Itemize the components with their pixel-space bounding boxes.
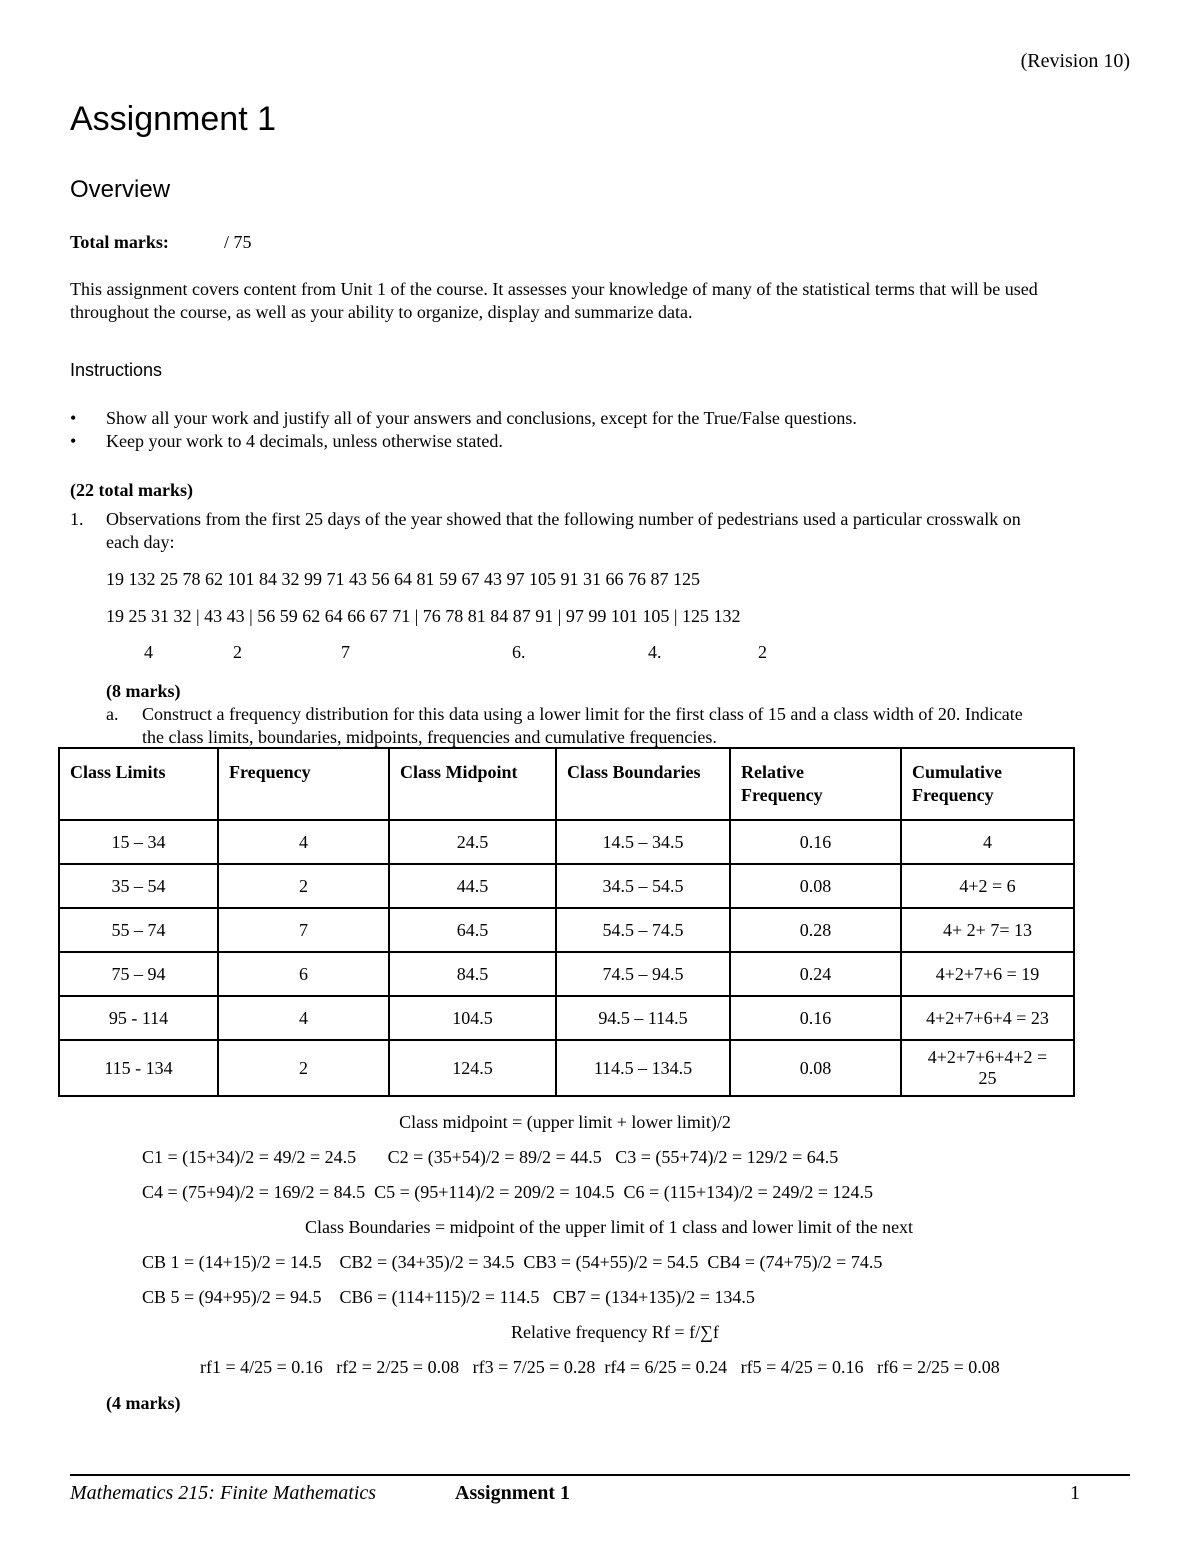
table-cell: 24.5	[389, 820, 556, 864]
instructions-heading: Instructions	[70, 360, 163, 380]
table-cell: 0.28	[730, 908, 901, 952]
column-header: Class Midpoint	[389, 748, 556, 820]
question-number: 1.	[70, 509, 84, 529]
table-cell: 4	[218, 996, 389, 1040]
boundary-calculations-line1: CB 1 = (14+15)/2 = 14.5 CB2 = (34+35)/2 = 34.5 CB3 = (54+55)/2 = 54.5 CB4 = (74+75)/2 = 74.5	[142, 1252, 883, 1272]
table-cell: 115 - 134	[59, 1040, 218, 1096]
page-title: Assignment 1	[70, 100, 276, 138]
table-cell: 14.5 – 34.5	[556, 820, 730, 864]
table-cell: 0.08	[730, 864, 901, 908]
intro-text-line1: This assignment covers content from Unit 1 of the course. It assesses your knowledge of many of the statistical terms that will be used	[70, 279, 1038, 299]
group-count: 2	[758, 642, 767, 662]
table-cell: 7	[218, 908, 389, 952]
bullet-icon: •	[70, 431, 77, 451]
table-cell: 34.5 – 54.5	[556, 864, 730, 908]
table-cell: 4+2+7+6 = 19	[901, 952, 1074, 996]
table-row	[59, 820, 1074, 864]
boundary-formula-heading: Class Boundaries = midpoint of the upper limit of 1 class and lower limit of the next	[305, 1217, 914, 1237]
table-cell: 4	[901, 820, 1074, 864]
table-cell: 4+2+7+6+4 = 23	[901, 996, 1074, 1040]
table-cell: 75 – 94	[59, 952, 218, 996]
table-cell: 95 - 114	[59, 996, 218, 1040]
table-cell: 6	[218, 952, 389, 996]
footer-divider	[70, 1474, 1130, 1476]
table-cell: 0.16	[730, 820, 901, 864]
table-cell: 114.5 – 134.5	[556, 1040, 730, 1096]
part-a-text-line2: the class limits, boundaries, midpoints, frequencies and cumulative frequencies.	[142, 727, 717, 747]
table-cell: 4+2 = 6	[901, 864, 1074, 908]
column-header: Frequency	[218, 748, 389, 820]
overview-heading: Overview	[70, 176, 171, 203]
part-label: a.	[106, 704, 119, 724]
table-cell: 4+ 2+ 7= 13	[901, 908, 1074, 952]
page-number: 1	[1070, 1482, 1080, 1504]
relative-frequency-calculations: rf1 = 4/25 = 0.16 rf2 = 2/25 = 0.08 rf3 = 7/25 = 0.28 rf4 = 6/25 = 0.24 rf5 = 4/25 = 0.16 rf6 = 2/25 = 0.08	[200, 1357, 1000, 1377]
total-marks-value: / 75	[224, 232, 252, 252]
table-row	[59, 996, 1074, 1040]
table-cell: 0.08	[730, 1040, 901, 1096]
table-row	[59, 952, 1074, 996]
table-cell: 2	[218, 1040, 389, 1096]
footer-assignment-label: Assignment 1	[455, 1482, 571, 1504]
instruction-text: Keep your work to 4 decimals, unless otherwise stated.	[106, 431, 503, 451]
sorted-data: 19 25 31 32 | 43 43 | 56 59 62 64 66 67 71 | 76 78 81 84 87 91 | 97 99 101 105 | 125 132	[106, 606, 741, 626]
table-cell: 44.5	[389, 864, 556, 908]
table-cell: 84.5	[389, 952, 556, 996]
part-a-text-line1: Construct a frequency distribution for this data using a lower limit for the first class of 15 and a class width of 20. Indicate	[142, 704, 1023, 724]
table-cell: 0.16	[730, 996, 901, 1040]
table-row	[59, 908, 1074, 952]
table-cell: 54.5 – 74.5	[556, 908, 730, 952]
question-text-line1: Observations from the first 25 days of the year showed that the following number of pedestrians used a particular crosswalk on	[106, 509, 1021, 529]
column-header: Class Limits	[59, 748, 218, 820]
group-count: 4.	[648, 642, 662, 662]
table-cell: 4	[218, 820, 389, 864]
table-cell: 55 – 74	[59, 908, 218, 952]
question-text-line2: each day:	[106, 532, 175, 552]
midpoint-formula-heading: Class midpoint = (upper limit + lower limit)/2	[399, 1112, 731, 1132]
frequency-table	[58, 747, 1075, 1097]
table-cell: 104.5	[389, 996, 556, 1040]
group-count: 2	[233, 642, 242, 662]
table-cell: 74.5 – 94.5	[556, 952, 730, 996]
group-count: 7	[341, 642, 350, 662]
instruction-text: Show all your work and justify all of your answers and conclusions, except for the True/False questions.	[106, 408, 857, 428]
section-marks: (22 total marks)	[70, 480, 193, 500]
bullet-icon: •	[70, 408, 77, 428]
group-count: 4	[144, 642, 153, 662]
column-header: Cumulative Frequency	[901, 748, 1074, 820]
table-cell: 15 – 34	[59, 820, 218, 864]
table-cell: 4+2+7+6+4+2 = 25	[901, 1040, 1074, 1096]
intro-text-line2: throughout the course, as well as your ability to organize, display and summarize data.	[70, 302, 693, 322]
table-cell: 2	[218, 864, 389, 908]
total-marks-label: Total marks:	[70, 232, 169, 252]
table-cell: 94.5 – 114.5	[556, 996, 730, 1040]
boundary-calculations-line2: CB 5 = (94+95)/2 = 94.5 CB6 = (114+115)/2 = 114.5 CB7 = (134+135)/2 = 134.5	[142, 1287, 755, 1307]
raw-data: 19 132 25 78 62 101 84 32 99 71 43 56 64 81 59 67 43 97 105 91 31 66 76 87 125	[106, 569, 700, 589]
table-cell: 124.5	[389, 1040, 556, 1096]
midpoint-calculations-line2: C4 = (75+94)/2 = 169/2 = 84.5 C5 = (95+114)/2 = 209/2 = 104.5 C6 = (115+134)/2 = 249/2 = 124.5	[142, 1182, 873, 1202]
table-cell: 64.5	[389, 908, 556, 952]
part-marks: (8 marks)	[106, 681, 181, 701]
relative-frequency-heading: Relative frequency Rf = f/∑f	[511, 1322, 719, 1342]
column-header: Class Boundaries	[556, 748, 730, 820]
midpoint-calculations-line1: C1 = (15+34)/2 = 49/2 = 24.5 C2 = (35+54)/2 = 89/2 = 44.5 C3 = (55+74)/2 = 129/2 = 64.5	[142, 1147, 839, 1167]
table-cell: 0.24	[730, 952, 901, 996]
part-b-marks: (4 marks)	[106, 1393, 181, 1413]
revision-label: (Revision 10)	[1020, 50, 1130, 72]
footer-course-title: Mathematics 215: Finite Mathematics	[70, 1482, 377, 1504]
group-count: 6.	[512, 642, 526, 662]
table-row	[59, 864, 1074, 908]
table-header-row	[59, 748, 1074, 820]
table-row	[59, 1040, 1074, 1096]
column-header: Relative Frequency	[730, 748, 901, 820]
table-cell: 35 – 54	[59, 864, 218, 908]
